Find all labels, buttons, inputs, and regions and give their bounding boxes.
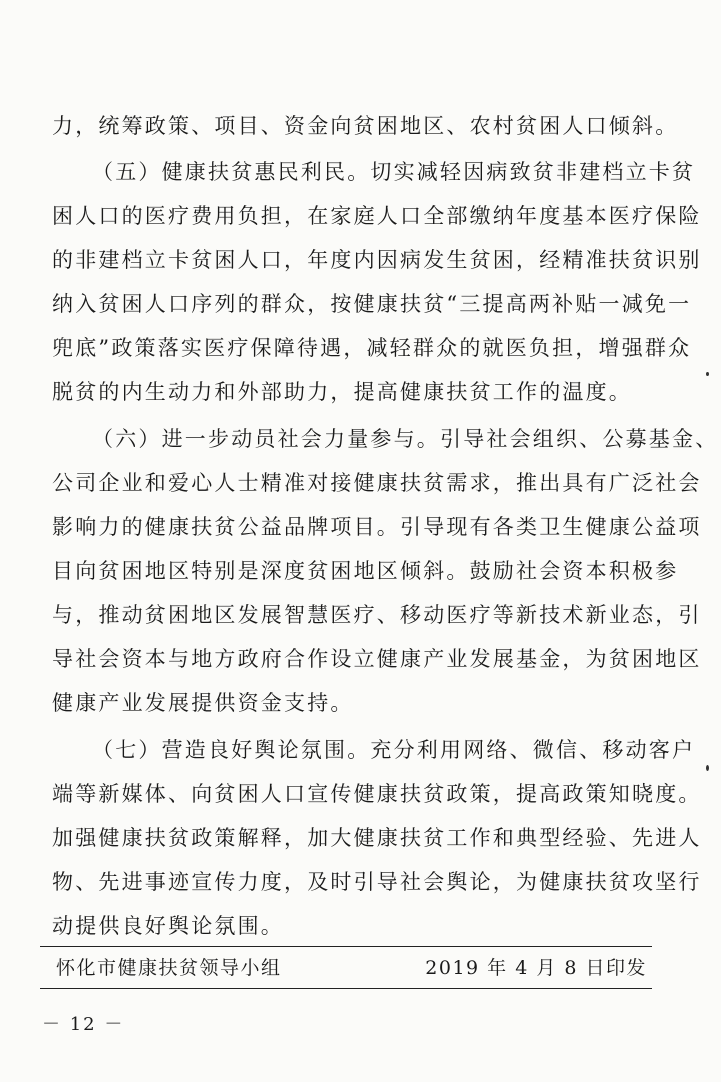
issue-date: 2019 年 4 月 8 日印发 [425, 957, 647, 979]
section-7-heading-line: （七）营造良好舆论氛围。充分利用网络、微信、移动客户 [92, 738, 696, 762]
issuer-name: 怀化市健康扶贫领导小组 [56, 957, 282, 979]
body-line: 的非建档立卡贫困人口，年度内因病发生贫困，经精准扶贫识别 [52, 248, 702, 272]
section-6-heading-line: （六）进一步动员社会力量参与。引导社会组织、公募基金、 [92, 427, 719, 451]
body-line: 目向贫困地区特别是深度贫困地区倾斜。鼓励社会资本积极参 [52, 559, 679, 583]
scan-speck [706, 372, 709, 376]
body-line: 影响力的健康扶贫公益品牌项目。引导现有各类卫生健康公益项 [52, 515, 702, 539]
body-line: 困人口的医疗费用负担，在家庭人口全部缴纳年度基本医疗保险 [52, 204, 702, 228]
body-line: 导社会资本与地方政府合作设立健康产业发展基金，为贫困地区 [52, 647, 702, 671]
scan-speck [706, 765, 709, 771]
body-line: 健康产业发展提供资金支持。 [52, 691, 354, 715]
body-line: 纳入贫困人口序列的群众，按健康扶贫“三提高两补贴一减免一 [52, 292, 692, 316]
footer-bottom-rule [40, 988, 652, 989]
body-line: 力，统筹政策、项目、资金向贫困地区、农村贫困人口倾斜。 [52, 114, 679, 138]
page-number: － 12 － [42, 1014, 125, 1035]
body-line: 公司企业和爱心人士精准对接健康扶贫需求，推出具有广泛社会 [52, 471, 702, 495]
body-line: 端等新媒体、向贫困人口宣传健康扶贫政策，提高政策知晓度。 [52, 782, 702, 806]
footer-top-rule [40, 946, 652, 947]
section-5-heading-line: （五）健康扶贫惠民利民。切实减轻因病致贫非建档立卡贫 [92, 160, 696, 184]
body-line: 兜底”政策落实医疗保障待遇，减轻群众的就医负担，增强群众 [52, 336, 692, 360]
body-line: 物、先进事迹宣传力度，及时引导社会舆论，为健康扶贫攻坚行 [52, 870, 702, 894]
body-line: 与，推动贫困地区发展智慧医疗、移动医疗等新技术新业态，引 [52, 603, 702, 627]
body-line: 动提供良好舆论氛围。 [52, 914, 284, 938]
body-line: 脱贫的内生动力和外部助力，提高健康扶贫工作的温度。 [52, 380, 632, 404]
body-line: 加强健康扶贫政策解释，加大健康扶贫工作和典型经验、先进人 [52, 826, 702, 850]
